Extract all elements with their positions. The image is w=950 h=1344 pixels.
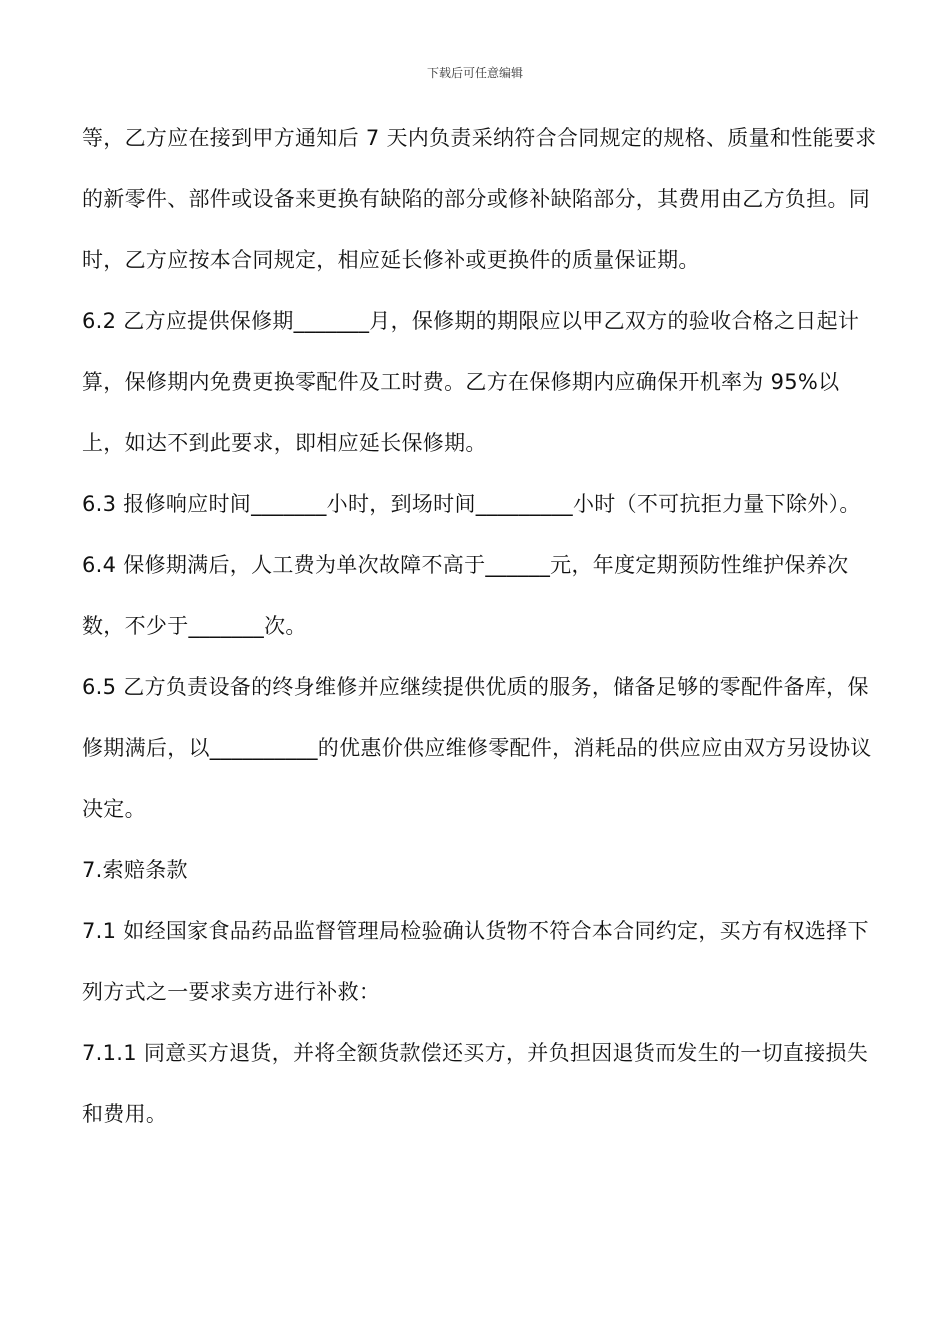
document-body (82, 108, 882, 1145)
page-header: 下载后可任意编辑 (426, 66, 523, 80)
paragraph-6-2: 6.2 乙方应提供保修期_______月，保修期的期限应以甲乙双方的验收合格之日起计算，保修期内免费更换零配件及工时费。乙方在保修期内应确保开机率为 95%以上，如达不到此要求，即相应延长保修期。 (82, 309, 860, 455)
paragraph-6-5: 6.5 乙方负责设备的终身维修并应继续提供优质的服务，储备足够的零配件备库，保修期满后，以__________的优惠价供应维修零配件，消耗品的供应应由双方另设协议决定。 (82, 675, 872, 821)
section-heading-7: 7.索赔条款 (82, 858, 188, 882)
paragraph-6-3: 6.3 报修响应时间_______小时，到场时间_________小时（不可抗拒力量下除外）。 (82, 492, 861, 516)
paragraph-7-1: 7.1 如经国家食品药品监督管理局检验确认货物不符合本合同约定，买方有权选择下列方式之一要求卖方进行补救： (82, 919, 869, 1004)
paragraph-6-4: 6.4 保修期满后，人工费为单次故障不高于______元，年度定期预防性维护保养次数，不少于_______次。 (82, 553, 849, 638)
paragraph-7-1-1: 7.1.1 同意买方退货，并将全额货款偿还买方，并负担因退货而发生的一切直接损失和费用。 (82, 1041, 869, 1126)
paragraph-warranty-replacement: 等，乙方应在接到甲方通知后 7 天内负责采纳符合合同规定的规格、质量和性能要求的新零件、部件或设备来更换有缺陷的部分或修补缺陷部分，其费用由乙方负担。同时，乙方应按本合同规定，相应延长修补或更换件的质量保证期。 (82, 126, 877, 272)
